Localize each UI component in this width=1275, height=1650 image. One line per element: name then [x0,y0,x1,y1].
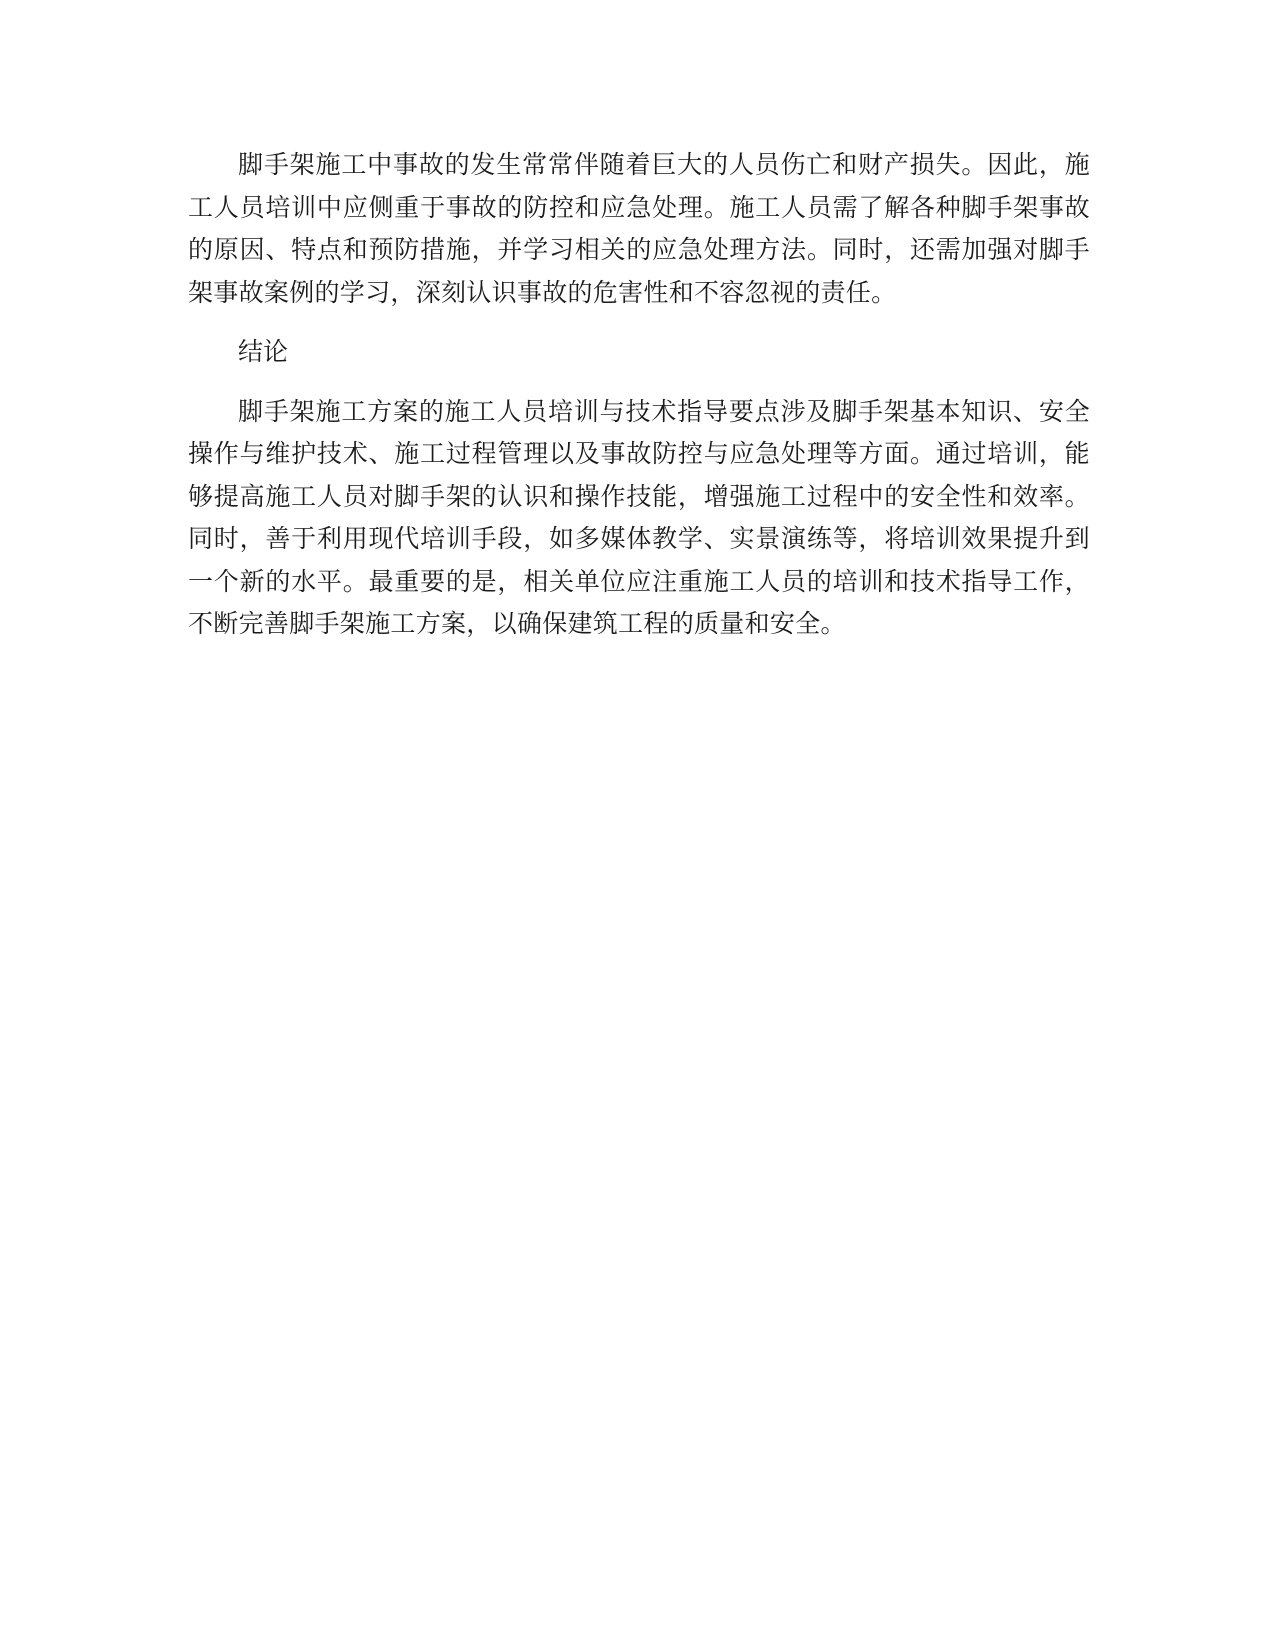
paragraph-accident-prevention: 脚手架施工中事故的发生常常伴随着巨大的人员伤亡和财产损失。因此，施工人员培训中应侧重于事故的防控和应急处理。施工人员需了解各种脚手架事故的原因、特点和预防措施，并学习相关的应急处理方法。同时，还需加强对脚手架事故案例的学习，深刻认识事故的危害性和不容忽视的责任。 [188,150,1090,307]
paragraph-conclusion: 脚手架施工方案的施工人员培训与技术指导要点涉及脚手架基本知识、安全操作与维护技术、施工过程管理以及事故防控与应急处理等方面。通过培训，能够提高施工人员对脚手架的认识和操作技能，增强施工过程中的安全性和效率。同时，善于利用现代培训手段，如多媒体教学、实景演练等，将培训效果提升到一个新的水平。最重要的是，相关单位应注重施工人员的培训和技术指导工作，不断完善脚手架施工方案，以确保建筑工程的质量和安全。 [188,396,1090,638]
document-body [188,144,1090,663]
section-heading-conclusion: 结论 [238,337,289,366]
